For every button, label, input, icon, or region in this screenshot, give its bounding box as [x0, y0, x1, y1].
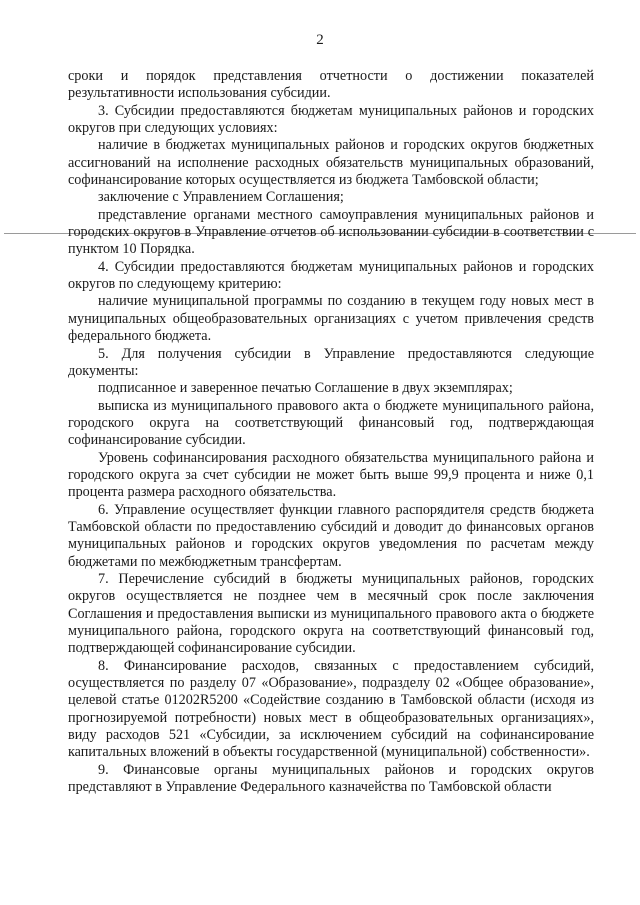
paragraph-5-budget-extract: выписка из муниципального правового акта о бюджете муниципального района, городского округа на соответствующий финансовый год, подтверждающая софинансирование субсидии. — [68, 397, 594, 449]
page-number: 2 — [316, 32, 324, 48]
paragraph-5-agreement-copies: подписанное и заверенное печатью Соглашение в двух экземплярах; — [98, 380, 513, 397]
paragraph-5-documents: 5. Для получения субсидии в Управление предоставляются следующие документы: — [68, 345, 594, 379]
paragraph-5-cofinancing-level: Уровень софинансирования расходного обязательства муниципального района и городского округа за счет субсидии не может быть выше 99,9 процента и ниже 0,1 процента размера расходного обязательства. — [68, 449, 594, 501]
paragraph-6-administrator: 6. Управление осуществляет функции главного распорядителя средств бюджета Тамбовской области по предоставлению субсидий и доводит до финансовых органов муниципальных районов и городских округов уведомления по расчетам между бюджетами по межбюджетным трансфертам. — [68, 501, 594, 570]
paragraph-reporting-terms: сроки и порядок представления отчетности о достижении показателей результативности использования субсидии. — [68, 68, 594, 102]
document-body — [68, 68, 594, 796]
paragraph-3-reports: представление органами местного самоуправления муниципальных районов и городских округов в Управление отчетов об использовании субсидии в соответствии с пунктом 10 Порядка. — [68, 206, 594, 258]
paragraph-4-program: наличие муниципальной программы по созданию в текущем году новых мест в муниципальных общеобразовательных организациях с учетом привлечения средств федерального бюджета. — [68, 293, 594, 345]
paragraph-8-financing: 8. Финансирование расходов, связанных с предоставлением субсидий, осуществляется по разделу 07 «Образование», подразделу 02 «Общее образование», целевой статье 01202R5200 «Содействие созданию в Тамбовской области (исходя из прогнозируемой потребности) новых мест в общеобразовательных организациях», виду расходов 521 «Субсидии, за исключением субсидий на софинансирование капитальных вложений в объекты государственной (муниципальной) собственности». — [68, 657, 594, 761]
paragraph-3-budget-allocations: наличие в бюджетах муниципальных районов и городских округов бюджетных ассигнований на исполнение расходных обязательств муниципальных образований, софинансирование которых осуществляется из бюджета Тамбовской области; — [68, 137, 594, 189]
paragraph-7-transfer: 7. Перечисление субсидий в бюджеты муниципальных районов, городских округов осуществляется не позднее чем в месячный срок после заключения Соглашения и предоставления выписки из муниципального правового акта о бюджете муниципального района, городского округа на соответствующий финансовый год, подтверждающей софинансирование субсидии. — [68, 570, 594, 657]
paragraph-9-financial-bodies: 9. Финансовые органы муниципальных районов и городских округов представляют в Управление Федерального казначейства по Тамбовской области — [68, 761, 594, 796]
paragraph-4-criterion: 4. Субсидии предоставляются бюджетам муниципальных районов и городских округов по следующему критерию: — [68, 258, 594, 293]
paragraph-3-agreement: заключение с Управлением Соглашения; — [98, 189, 344, 206]
paragraph-3-conditions: 3. Субсидии предоставляются бюджетам муниципальных районов и городских округов при следующих условиях: — [68, 102, 594, 137]
